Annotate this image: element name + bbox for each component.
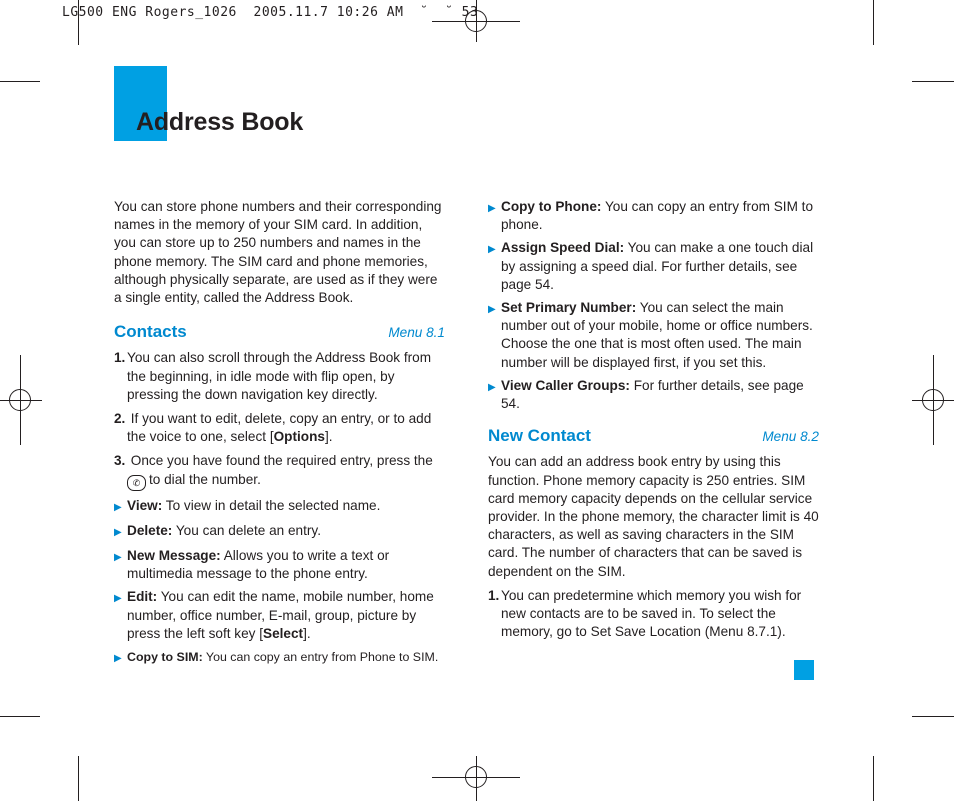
crop-mark <box>0 81 40 82</box>
menu-reference: Menu 8.2 <box>762 429 819 445</box>
list-item <box>114 452 445 490</box>
list-item <box>114 349 445 404</box>
left-column <box>114 198 445 673</box>
list-item <box>488 587 819 642</box>
crop-mark <box>78 756 79 801</box>
crop-mark <box>912 716 954 717</box>
list-item: ▶ Copy to Phone: You can copy an entry from SIM to phone. <box>488 198 819 234</box>
step-number: 1. <box>114 350 126 366</box>
triangle-bullet-icon: ▶ <box>114 501 122 513</box>
registration-mark-icon <box>465 766 487 788</box>
contacts-heading <box>114 323 445 342</box>
section-title: New Contact <box>488 426 591 446</box>
registration-mark-icon <box>9 389 31 411</box>
step-number: 1. <box>488 587 500 603</box>
send-key-icon: ✆ <box>127 475 146 491</box>
section-title: Contacts <box>114 322 187 342</box>
triangle-bullet-icon: ▶ <box>488 203 496 214</box>
triangle-bullet-icon: ▶ <box>114 526 122 538</box>
print-header: LG500 ENG Rogers_1026 2005.11.7 10:26 AM ˘ ˘ 53 <box>62 5 479 20</box>
triangle-bullet-icon: ▶ <box>114 552 122 564</box>
list-item: ▶ New Message: Allows you to write a text or multimedia message to the phone entry. <box>114 547 445 583</box>
new-contact-paragraph: You can add an address book entry by using this function. Phone memory capacity is 250 entries. SIM card memory capacity depends on the cellular service provider. In the phone memory, the character limit is 40 characters, as well as saving characters in the SIM card. The number of characters that can be saved is dependent on the SIM. <box>488 454 819 579</box>
triangle-bullet-icon: ▶ <box>488 381 496 393</box>
step-number: 3. <box>114 453 126 469</box>
crop-mark <box>873 0 874 45</box>
triangle-bullet-icon: ▶ <box>488 244 496 256</box>
crop-mark <box>873 756 874 801</box>
triangle-bullet-icon: ▶ <box>114 653 122 665</box>
page-title: Address Book <box>136 108 304 136</box>
list-item: ▶ Delete: You can delete an entry. <box>114 522 445 542</box>
crop-mark <box>912 81 954 82</box>
step-text: If you want to edit, delete, copy an entry, or to add the voice to one, select [Options]. <box>127 411 432 445</box>
intro-paragraph: You can store phone numbers and their corresponding names in the memory of your SIM card. In addition, you can store up to 250 numbers and names in the phone memory. The SIM card and phone memories, although physically separate, are used as if they were a single entity, called the Address Book. <box>114 199 442 306</box>
list-item: ▶ Edit: You can edit the name, mobile number, home number, office number, E-mail, group, picture by press the left soft key [Select]. <box>114 588 445 643</box>
menu-reference: Menu 8.1 <box>388 325 445 341</box>
step-text: You can predetermine which memory you wish for new contacts are to be saved in. To select the memory, go to Set Save Location (Menu 8.7.1). <box>501 587 802 640</box>
step-number: 2. <box>114 411 126 427</box>
right-column <box>488 198 819 647</box>
step-text: You can also scroll through the Address Book from the beginning, in idle mode with flip open, by pressing the down navigation key directly. <box>127 350 432 402</box>
new-contact-heading <box>488 427 819 446</box>
list-item: ▶ Copy to SIM: You can copy an entry from Phone to SIM. <box>114 648 445 668</box>
list-item: ▶ Assign Speed Dial: You can make a one touch dial by assigning a speed dial. For further details, see page 54. <box>488 239 819 294</box>
list-item <box>114 410 445 446</box>
list-item: ▶ Set Primary Number: You can select the main number out of your mobile, home or office numbers. Choose the one that is most often used. The main number will be displayed first, if you set this. <box>488 299 819 372</box>
crop-mark <box>0 716 40 717</box>
triangle-bullet-icon: ▶ <box>488 304 496 316</box>
list-item: ▶ View: To view in detail the selected name. <box>114 497 445 517</box>
list-item: ▶ View Caller Groups: For further details, see page 54. <box>488 377 819 413</box>
registration-mark-icon <box>922 389 944 411</box>
step-text: Once you have found the required entry, press the ✆ to dial the number. <box>127 452 433 490</box>
page-tab-marker <box>794 660 814 680</box>
triangle-bullet-icon: ▶ <box>114 593 122 605</box>
